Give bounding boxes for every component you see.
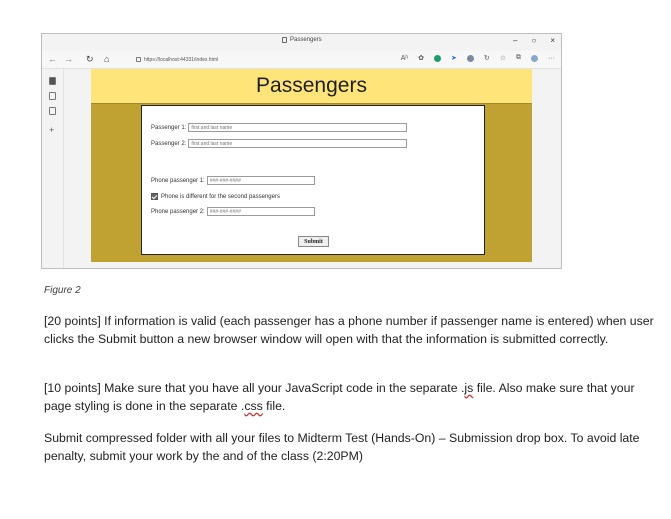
js-word: js: [464, 381, 474, 395]
tab-icon[interactable]: [49, 92, 56, 100]
more-icon[interactable]: ···: [548, 54, 555, 62]
browser-sidebar: [42, 69, 64, 269]
avatar[interactable]: [531, 55, 538, 62]
window-controls: [513, 36, 555, 45]
figure-caption: Figure 2: [44, 285, 81, 296]
address-bar: [42, 51, 561, 69]
maximize-button[interactable]: ○: [531, 36, 537, 45]
paragraph-validation: [20 points] If information is valid (each passenger has a phone number if passenger name is entered) when user clicks the Submit button a new browser window will open with that the information is submitted correctly.: [44, 314, 654, 346]
web-page: [91, 69, 532, 262]
paragraph-submission: Submit compressed folder with all your files to Midterm Test (Hands-On) – Submission drop box. To avoid late penalty, submit your work by the and of the class (2:20PM): [44, 431, 640, 463]
forward-arrow-icon[interactable]: →: [64, 54, 73, 64]
passenger-form: [141, 105, 485, 255]
page-title: Passengers: [91, 69, 532, 104]
passenger1-label: Passenger 1:: [151, 124, 187, 131]
browser-screenshot: [41, 33, 562, 269]
minimize-button[interactable]: –: [513, 36, 518, 45]
page-icon: [282, 37, 287, 43]
p2-text-c: file.: [262, 399, 286, 413]
refresh-icon[interactable]: ↻: [86, 54, 94, 64]
close-button[interactable]: ×: [550, 36, 555, 45]
star-icon[interactable]: ☆: [499, 55, 506, 62]
paragraph-files: [44, 379, 664, 415]
title-bar: [42, 34, 561, 51]
extension-icon[interactable]: ✿: [418, 55, 424, 62]
read-aloud-icon[interactable]: Aʰ: [400, 54, 409, 62]
phone2-input[interactable]: [207, 207, 315, 216]
passenger1-input[interactable]: [188, 123, 407, 132]
tab-title: Passengers: [290, 37, 322, 43]
tab[interactable]: [282, 37, 322, 43]
collections-icon[interactable]: ⧉: [516, 54, 521, 61]
phone-different-checkbox[interactable]: [151, 193, 158, 200]
submit-button[interactable]: Submit: [298, 236, 329, 247]
lock-icon: [136, 57, 141, 62]
tab-icon[interactable]: [49, 77, 56, 85]
refresh-ext-icon[interactable]: ↻: [483, 55, 490, 62]
css-word: css: [244, 399, 263, 413]
home-icon[interactable]: ⌂: [104, 54, 110, 64]
tab-icon[interactable]: [49, 107, 56, 115]
url-field[interactable]: [132, 54, 362, 65]
checkbox-label: Phone is different for the second passengers: [161, 193, 280, 200]
phone1-label: Phone passenger 1:: [151, 177, 205, 184]
p2-text-b: file. Also make sure that your page styling is done in the separate .: [44, 381, 635, 413]
toolbar: [401, 54, 555, 62]
p2-text-a: [10 points] Make sure that you have all your JavaScript code in the separate .: [44, 381, 465, 395]
passenger2-label: Passenger 2:: [151, 140, 187, 147]
url-text: https://localhost:44331/index.html: [144, 56, 219, 63]
phone2-label: Phone passenger 2:: [151, 208, 205, 215]
passenger2-input[interactable]: [188, 139, 407, 148]
phone1-input[interactable]: [207, 176, 315, 185]
translate-icon[interactable]: [467, 55, 474, 62]
back-arrow-icon[interactable]: ←: [48, 54, 57, 64]
shield-icon[interactable]: [434, 55, 441, 62]
arrow-icon[interactable]: ➤: [450, 55, 457, 62]
new-tab-icon[interactable]: +: [49, 125, 55, 135]
